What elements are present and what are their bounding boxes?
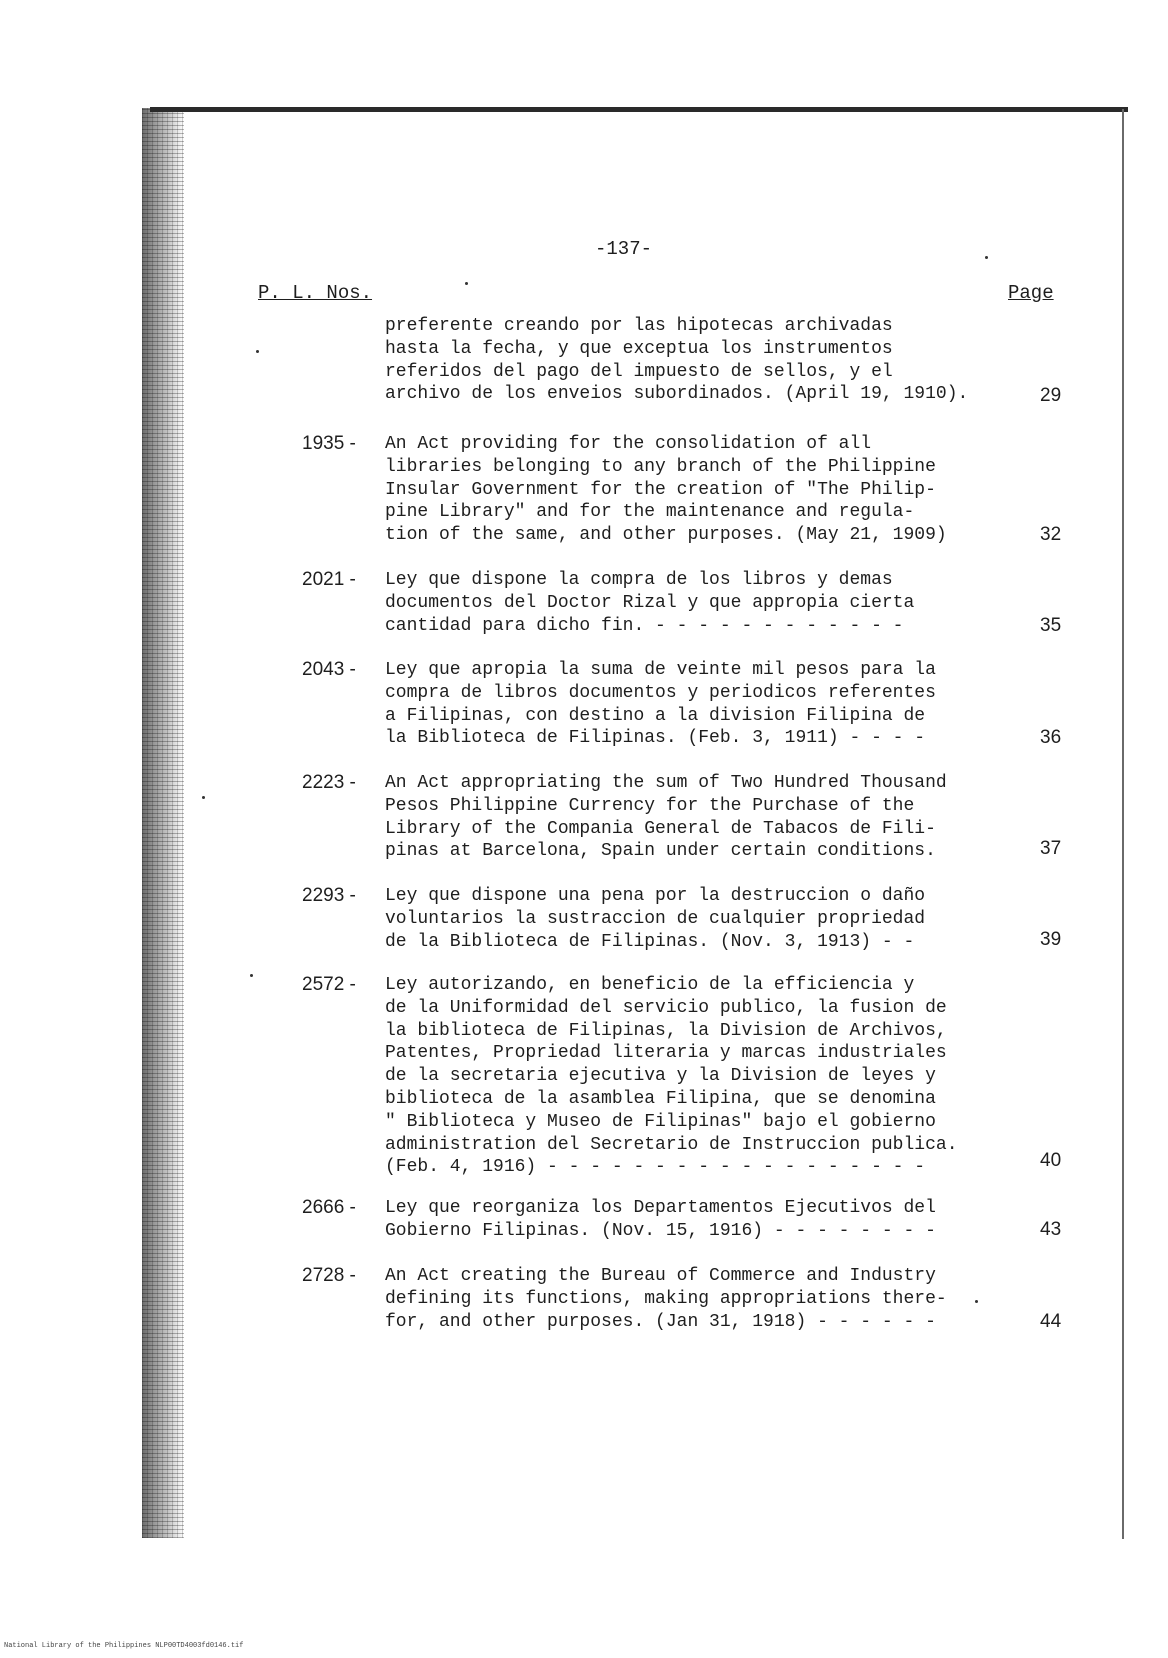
scan-speck [202,796,205,799]
binding-edge [142,108,184,1538]
entry-number: 2293 - [302,885,356,906]
entry-text: preferente creando por las hipotecas archivadas hasta la fecha, y que exceptua los instrumentos referidos del pago del impuesto de sellos, y el archivo de los enveios subordinados. (April 19, 1910). [385,316,969,405]
entry-page: 32 [1040,524,1062,545]
scan-speck [256,350,259,353]
entry-text: An Act appropriating the sum of Two Hundred Thousand Pesos Philippine Currency for the Purchase of the Library of the Compania General de Tabacos de Fili- pinas at Barcelona, Spain under certain conditions. [385,773,947,862]
entry-text: Ley que dispone la compra de los libros y demas documentos del Doctor Rizal y que appropia cierta cantidad para dicho fin. - - - - - - - - - - - - [385,570,915,636]
entry-text: Ley que reorganiza los Departamentos Ejecutivos del Gobierno Filipinas. (Nov. 15, 1916) - - - - - - - - [385,1198,936,1241]
entry-number: 2223 - [302,772,356,793]
entry-text: An Act creating the Bureau of Commerce and Industry defining its functions, making appropriations there- for, and other purposes. (Jan 31, 1918) - - - - - - [385,1266,947,1332]
top-border [150,107,1128,112]
scan-speck [250,974,253,977]
entry-page: 39 [1040,929,1062,950]
entry-page: 43 [1040,1219,1062,1240]
entry-number: 2728 - [302,1265,356,1286]
right-border [1122,109,1124,1539]
header-pl-nos: P. L. Nos. [258,282,373,304]
entry-text: An Act providing for the consolidation of all libraries belonging to any branch of the Philippine Insular Government for the creation of "The Philip- pine Library" and for the maintenance and regula- tion of the same, and other purposes. (May 21, 1909) [385,434,947,546]
page-number: -137- [595,238,653,260]
entry-page: 37 [1040,838,1062,859]
header-page: Page [1008,282,1054,304]
entry-page: 29 [1040,385,1062,406]
scan-speck [985,256,988,259]
entry-number: 2572 - [302,974,356,995]
entry-page: 36 [1040,727,1062,748]
entry-number: 2021 - [302,569,356,590]
entry-page: 40 [1040,1150,1062,1171]
entry-text: Ley autorizando, en beneficio de la efficiencia y de la Uniformidad del servicio publico, la fusion de la biblioteca de Filipinas, la Division de Archivos, Patentes, Propriedad literaria y marcas industriales de la secretaria ejecutiva y la Division de leyes y biblioteca de la asamblea Filipina, que se denomina " Biblioteca y Museo de Filipinas" bajo el gobierno administration del Secretario de Instruccion publica. (Feb. 4, 1916) - - - - - - - - - - - - - - - - - - [385,975,958,1178]
entry-text: Ley que dispone una pena por la destruccion o daño voluntarios la sustraccion de cualquier propriedad de la Biblioteca de Filipinas. (Nov. 3, 1913) - - [385,886,926,952]
entry-number: 1935 - [302,433,356,454]
entry-text: Ley que apropia la suma de veinte mil pesos para la compra de libros documentos y periodicos referentes a Filipinas, con destino a la division Filipina de la Biblioteca de Filipinas. (Feb. 3, 1911) - - - - [385,660,936,749]
entry-page: 35 [1040,615,1062,636]
entry-number: 2043 - [302,659,356,680]
entry-page: 44 [1040,1311,1062,1332]
entry-number: 2666 - [302,1197,356,1218]
scan-footer: National Library of the Philippines NLP00TD4003fd0146.tif [4,1642,244,1650]
scan-speck [465,282,468,285]
